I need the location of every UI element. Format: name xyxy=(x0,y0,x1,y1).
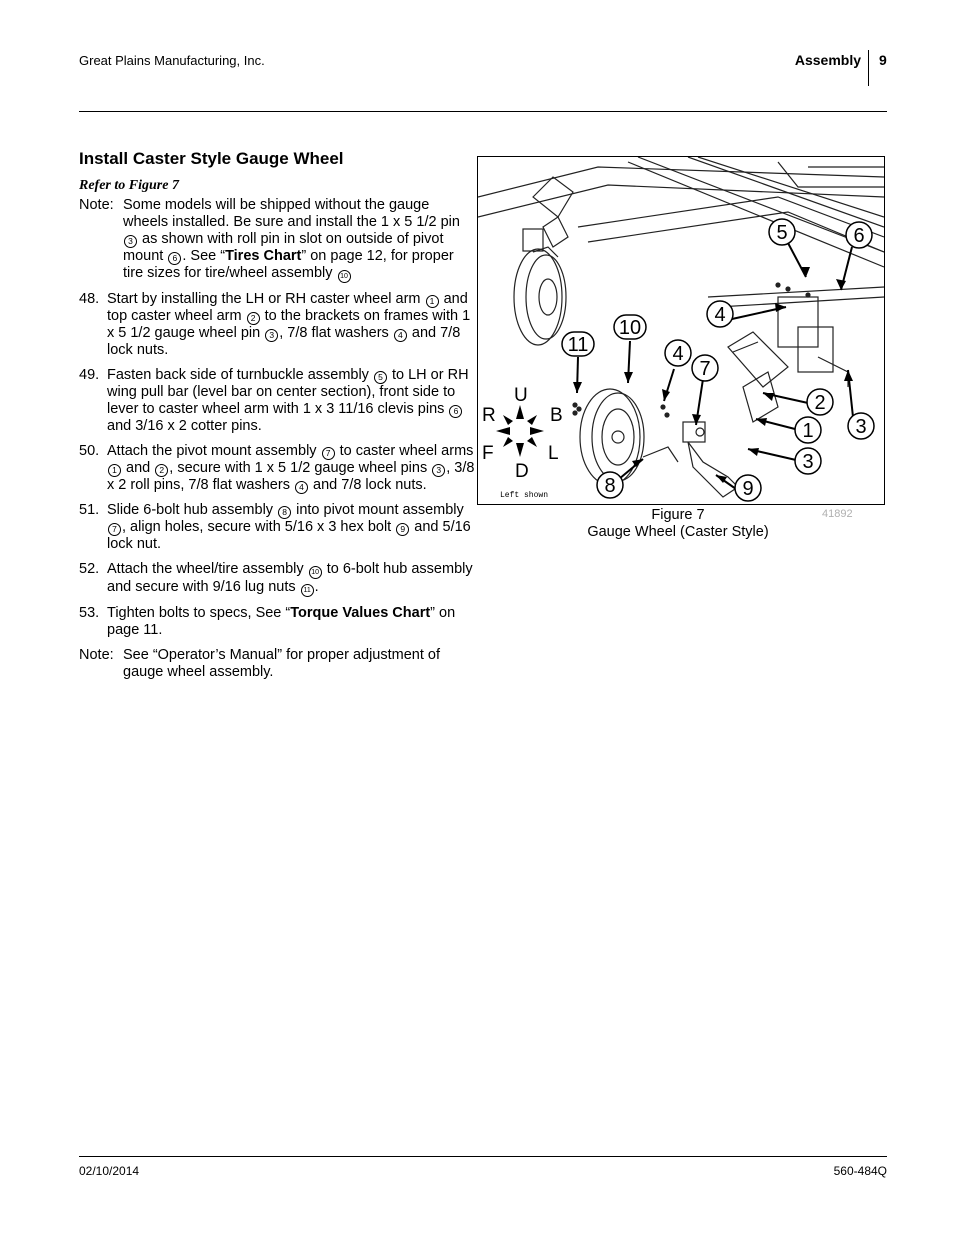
circled-number: 8 xyxy=(278,506,291,519)
compass-left: L xyxy=(548,443,559,464)
circled-number: 11 xyxy=(301,584,314,597)
circled-number: 4 xyxy=(295,481,308,494)
tires-chart-link[interactable]: Tires Chart xyxy=(225,248,302,264)
footer-doc-number: 560-484Q xyxy=(833,1164,887,1178)
note-install: Note: Some models will be shipped without the gauge wheels installed. Be sure and install the 1 x 5 1/2 pin 3 as shown with roll pin in slot on outside of pivot mount 6 . See “Tires Chart” on page 12, for proper tire sizes for tire/wheel assembly 10 xyxy=(79,197,460,281)
callout-4 xyxy=(665,340,691,366)
figure-reference: Refer to Figure 7 xyxy=(79,178,179,193)
svg-text:10: 10 xyxy=(618,317,642,339)
svg-text:8: 8 xyxy=(604,475,616,497)
circled-number: 9 xyxy=(396,523,409,536)
compass-right: R xyxy=(482,405,496,426)
svg-text:5: 5 xyxy=(776,222,788,244)
compass-front: F xyxy=(482,443,494,464)
callout-3 xyxy=(795,448,821,474)
callout-7 xyxy=(692,355,718,381)
compass-up: U xyxy=(514,385,528,406)
section-title: Install Caster Style Gauge Wheel xyxy=(79,149,344,168)
compass-back: B xyxy=(550,405,563,426)
figure-callouts xyxy=(562,219,874,501)
circled-number: 6 xyxy=(168,252,181,265)
left-shown-label: Left shown xyxy=(500,491,549,500)
footer-rule xyxy=(79,1156,887,1157)
svg-text:11: 11 xyxy=(567,334,589,356)
svg-text:3: 3 xyxy=(802,451,814,473)
svg-text:6: 6 xyxy=(853,225,865,247)
callout-1 xyxy=(795,417,821,443)
header-divider xyxy=(868,50,869,86)
step-50: 50. Attach the pivot mount assembly 7 to caster wheel arms 1 and 2 , secure with 1 x 5 1/2 gauge wheel pins 3 , 3/8 x 2 roll pins, 7/8 flat washers 4 and 7/8 lock nuts. xyxy=(79,443,475,493)
header-section: Assembly xyxy=(794,52,861,68)
circled-number: 10 xyxy=(309,566,322,579)
circled-number: 3 xyxy=(265,329,278,342)
svg-text:3: 3 xyxy=(855,416,867,438)
svg-text:1: 1 xyxy=(802,420,814,442)
gauge-wheel-figure xyxy=(477,156,885,505)
header-rule xyxy=(79,111,887,112)
compass-down: D xyxy=(515,461,529,482)
callout-8 xyxy=(597,472,623,498)
callout-11 xyxy=(562,332,594,356)
torque-values-chart-link[interactable]: Torque Values Chart xyxy=(290,605,431,621)
note-operators-manual: Note: See “Operator’s Manual” for proper adjustment of gauge wheel assembly. xyxy=(79,647,441,680)
footer-date: 02/10/2014 xyxy=(79,1164,140,1178)
circled-number: 10 xyxy=(338,270,351,283)
figure-id: 41892 xyxy=(822,508,853,520)
figure-label: Figure 7 xyxy=(651,507,705,523)
step-51: 51. Slide 6-bolt hub assembly 8 into pivot mount assembly 7 , align holes, secure with 5/16 x 3 hex bolt 9 and 5/16 lock nut. xyxy=(79,502,471,552)
note-label: Note: xyxy=(79,197,114,213)
header-company: Great Plains Manufacturing, Inc. xyxy=(79,53,265,68)
callout-3 xyxy=(848,413,874,439)
circled-number: 5 xyxy=(374,371,387,384)
step-49: 49. Fasten back side of turnbuckle assembly 5 to LH or RH wing pull bar (level bar on center section), front side to lever to caster wheel arm with 1 x 3 11/16 clevis pins 6 and 3/16 x 2 cotter pins. xyxy=(79,367,469,434)
circled-number: 4 xyxy=(394,329,407,342)
circled-number: 1 xyxy=(108,464,121,477)
circled-number: 7 xyxy=(322,447,335,460)
circled-number: 2 xyxy=(155,464,168,477)
circled-number: 1 xyxy=(426,295,439,308)
callout-4 xyxy=(707,301,733,327)
circled-number: 2 xyxy=(247,312,260,325)
svg-text:2: 2 xyxy=(814,392,826,414)
gauge-wheel-illustration xyxy=(478,157,884,504)
orientation-compass xyxy=(482,385,563,482)
figure-caption-text: Gauge Wheel (Caster Style) xyxy=(587,524,769,540)
callout-2 xyxy=(807,389,833,415)
callout-9 xyxy=(735,475,761,501)
svg-text:9: 9 xyxy=(742,478,754,500)
circled-number: 7 xyxy=(108,523,121,536)
svg-text:7: 7 xyxy=(699,358,711,380)
callout-10 xyxy=(614,315,646,339)
page-number: 9 xyxy=(879,52,887,68)
instructions-column xyxy=(79,197,475,689)
circled-number: 3 xyxy=(432,464,445,477)
step-48: 48. Start by installing the LH or RH caster wheel arm 1 and top caster wheel arm 2 to the brackets on frames with 1 x 5 1/2 gauge wheel pin 3 , 7/8 flat washers 4 and 7/8 lock nuts. xyxy=(79,291,471,358)
svg-text:4: 4 xyxy=(714,304,726,326)
svg-text:4: 4 xyxy=(672,343,684,365)
callout-6 xyxy=(846,222,872,248)
callout-5 xyxy=(769,219,795,245)
circled-number: 3 xyxy=(124,235,137,248)
step-52: 52. Attach the wheel/tire assembly 10 to 6-bolt hub assembly and secure with 9/16 lug nuts 11 . xyxy=(79,561,473,595)
step-53: 53. Tighten bolts to specs, See “Torque Values Chart” on page 11. xyxy=(79,605,456,638)
figure-caption xyxy=(560,507,796,541)
circled-number: 6 xyxy=(449,405,462,418)
